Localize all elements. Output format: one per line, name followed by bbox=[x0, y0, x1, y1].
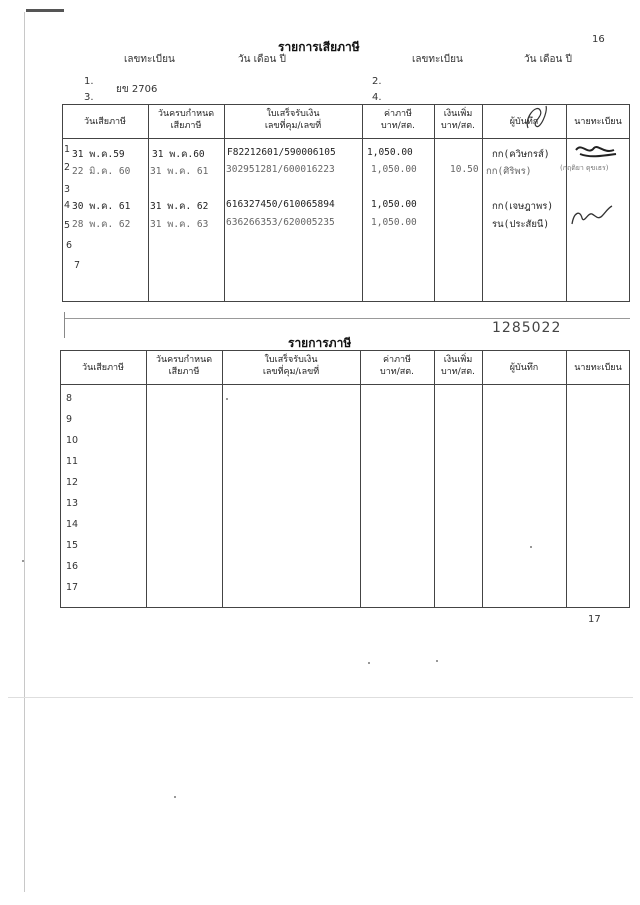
page-fold-line bbox=[8, 697, 633, 698]
col-header-due-date: วันครบกำหนด เสียภาษี bbox=[155, 355, 213, 377]
col-header-extra: เงินเพิ่ม บาท/สต. bbox=[441, 355, 475, 377]
scan-speck bbox=[530, 546, 532, 548]
scan-speck bbox=[22, 560, 24, 562]
section1-title: รายการเสียภาษี bbox=[278, 40, 360, 54]
page-number-bottom: 17 bbox=[588, 614, 601, 625]
divider-mark bbox=[64, 312, 65, 338]
receipt-number: 302951281/600016223 bbox=[226, 164, 335, 175]
recorder-name: รน(ประสัยนี) bbox=[492, 219, 550, 230]
header-label-date-1: วัน เดือน ปี bbox=[238, 54, 286, 65]
due-date: 31 พ.ค.60 bbox=[152, 149, 205, 160]
recorder-name: กก(เจษฎาพร) bbox=[492, 201, 554, 212]
section2-title: รายการภาษี bbox=[288, 336, 352, 350]
tax-amount: 1,050.00 bbox=[371, 217, 417, 228]
col-header-extra: เงินเพิ่ม บาท/สต. bbox=[441, 109, 475, 131]
payment-date: 28 พ.ค. 62 bbox=[72, 219, 131, 230]
header-label-plate-1: เลขทะเบียน bbox=[124, 54, 175, 65]
row-number: 5 bbox=[64, 220, 71, 231]
due-date: 31 พ.ค. 63 bbox=[150, 219, 209, 230]
due-date: 31 พ.ค. 62 bbox=[150, 201, 209, 212]
serial-number: 1285022 bbox=[492, 320, 562, 336]
receipt-number: 616327450/610065894 bbox=[226, 199, 335, 210]
row-number: 9 bbox=[66, 414, 73, 425]
col-header-registrar: นายทะเบียน bbox=[574, 117, 622, 127]
plate-line-1-value: ยข 2706 bbox=[116, 84, 158, 95]
row-number: 6 bbox=[66, 240, 73, 251]
page-number-top: 16 bbox=[592, 34, 605, 45]
divider-line bbox=[64, 318, 630, 319]
row-number: 16 bbox=[66, 561, 79, 572]
receipt-number: F82212601/590006105 bbox=[227, 147, 336, 158]
tax-amount: 1,050.00 bbox=[371, 164, 417, 175]
row-number: 14 bbox=[66, 519, 79, 530]
row-number: 13 bbox=[66, 498, 79, 509]
col-header-payment-date: วันเสียภาษี bbox=[82, 363, 124, 373]
registrar-signature-1 bbox=[574, 140, 618, 162]
scan-mark-top bbox=[26, 9, 64, 12]
col-header-due-date: วันครบกำหนด เสียภาษี bbox=[157, 109, 215, 131]
row-number: 12 bbox=[66, 477, 79, 488]
registrar-signature-2 bbox=[568, 200, 614, 230]
registrar-note: (กฤติยา ดุขเธร) bbox=[560, 164, 609, 172]
payment-date: 30 พ.ค. 61 bbox=[72, 201, 131, 212]
col-header-tax: ค่าภาษี บาท/สต. bbox=[381, 109, 415, 131]
header-label-plate-2: เลขทะเบียน bbox=[412, 54, 463, 65]
plate-line-2-num: 2. bbox=[372, 76, 382, 87]
scan-edge-left bbox=[24, 12, 25, 892]
row-number: 4 bbox=[64, 200, 71, 211]
plate-line-3-num: 3. bbox=[84, 92, 94, 103]
recorder-signature-header bbox=[522, 100, 552, 134]
recorder-name: กก(ศิริพร) bbox=[486, 166, 532, 177]
col-header-receipt: ใบเสร็จรับเงิน เลขที่คุม/เลขที่ bbox=[264, 109, 322, 131]
row-number: 10 bbox=[66, 435, 79, 446]
scan-speck bbox=[174, 796, 176, 798]
col-header-recorder: ผู้บันทึก bbox=[509, 117, 539, 127]
col-header-receipt: ใบเสร็จรับเงิน เลขที่คุม/เลขที่ bbox=[262, 355, 320, 377]
col-header-tax: ค่าภาษี บาท/สต. bbox=[380, 355, 414, 377]
header-label-date-2: วัน เดือน ปี bbox=[524, 54, 572, 65]
payment-date: 31 พ.ค.59 bbox=[72, 149, 125, 160]
receipt-number: 636266353/620005235 bbox=[226, 217, 335, 228]
col-header-registrar: นายทะเบียน bbox=[574, 363, 622, 373]
row-number: 3 bbox=[64, 184, 71, 195]
plate-line-1-num: 1. bbox=[84, 76, 94, 87]
row-number: 15 bbox=[66, 540, 79, 551]
plate-line-4-num: 4. bbox=[372, 92, 382, 103]
scan-speck bbox=[368, 662, 370, 664]
recorder-name: กก(ควิษกรส์) bbox=[492, 149, 550, 160]
col-header-payment-date: วันเสียภาษี bbox=[84, 117, 126, 127]
extra-amount: 10.50 bbox=[450, 164, 479, 175]
scan-speck bbox=[436, 660, 438, 662]
col-header-recorder: ผู้บันทึก bbox=[509, 363, 539, 373]
row-number: 1 bbox=[64, 144, 71, 155]
row-number: 8 bbox=[66, 393, 73, 404]
row-number: 11 bbox=[66, 456, 79, 467]
payment-date: 22 มิ.ค. 60 bbox=[72, 166, 131, 177]
row-number: 7 bbox=[74, 260, 81, 271]
scan-speck bbox=[226, 398, 228, 400]
tax-table-2 bbox=[60, 350, 630, 608]
row-number: 17 bbox=[66, 582, 79, 593]
row-number: 2 bbox=[64, 162, 71, 173]
tax-amount: 1,050.00 bbox=[371, 199, 417, 210]
tax-amount: 1,050.00 bbox=[367, 147, 413, 158]
due-date: 31 พ.ค. 61 bbox=[150, 166, 209, 177]
